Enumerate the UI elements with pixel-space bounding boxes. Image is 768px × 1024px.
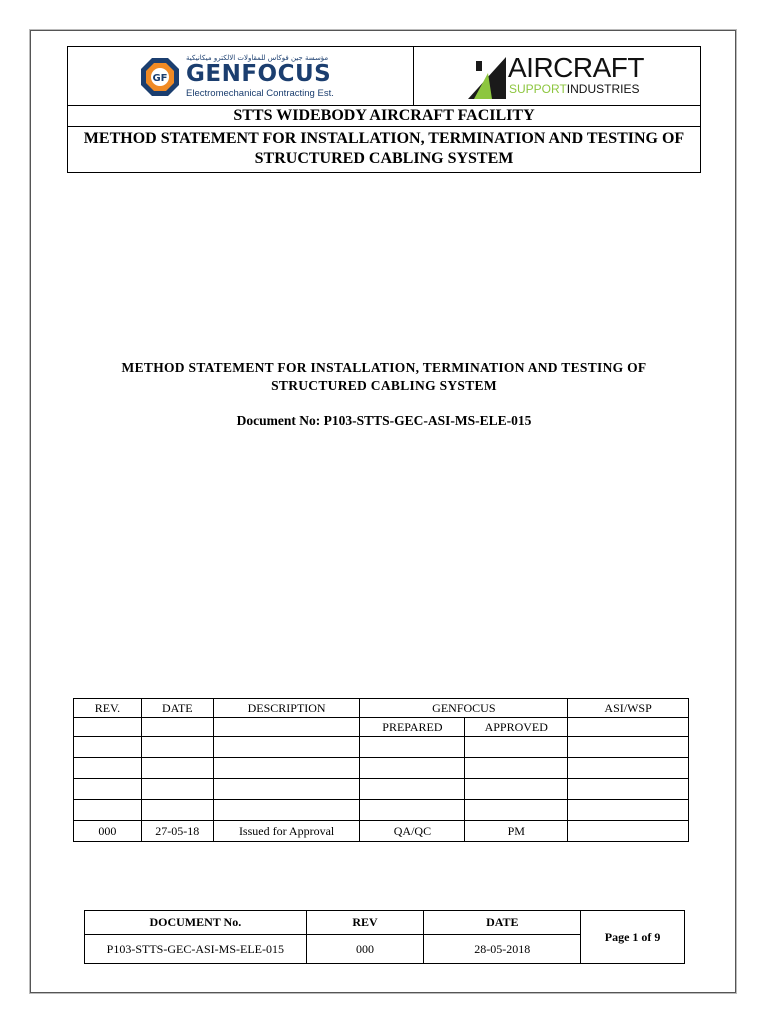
document-info-table [84, 910, 685, 964]
table-row [74, 800, 689, 821]
table-cell [568, 800, 689, 821]
rev-header: REV [306, 911, 424, 935]
table-cell [74, 800, 142, 821]
table-cell [213, 779, 360, 800]
approved-header: APPROVED [465, 718, 568, 737]
table-cell: Issued for Approval [213, 821, 360, 842]
asi-logo-cell [414, 47, 700, 105]
document-info-header-row [85, 911, 685, 935]
table-cell [465, 737, 568, 758]
rev-header: REV. [74, 699, 142, 718]
date-header: DATE [141, 699, 213, 718]
asi-support: SUPPORT [509, 82, 567, 96]
date-value: 28-05-2018 [424, 935, 581, 964]
genfocus-tagline: Electromechanical Contracting Est. [186, 88, 334, 99]
asi-wsp-header: ASI/WSP [568, 699, 689, 718]
table-row [74, 758, 689, 779]
table-cell [568, 821, 689, 842]
asi-industries: INDUSTRIES [566, 82, 640, 96]
table-cell [465, 779, 568, 800]
asi-logo [466, 52, 666, 101]
aircraft-support-logo-icon [466, 55, 508, 101]
asi-subtitle [509, 82, 639, 96]
logo-row [68, 47, 700, 106]
table-cell [568, 737, 689, 758]
description-header: DESCRIPTION [213, 699, 360, 718]
table-row [74, 779, 689, 800]
table-cell [74, 758, 142, 779]
table-cell [568, 718, 689, 737]
table-cell [568, 779, 689, 800]
table-cell [213, 718, 360, 737]
table-cell [74, 718, 142, 737]
genfocus-name [186, 62, 331, 86]
rev-value: 000 [306, 935, 424, 964]
table-row [74, 737, 689, 758]
table-cell [141, 779, 213, 800]
main-title [80, 359, 688, 395]
table-cell [213, 758, 360, 779]
table-cell [141, 758, 213, 779]
table-cell [213, 737, 360, 758]
table-cell [360, 779, 465, 800]
table-cell: 000 [74, 821, 142, 842]
table-cell: 27-05-18 [141, 821, 213, 842]
document-header [67, 46, 701, 173]
table-cell [141, 718, 213, 737]
table-cell [141, 737, 213, 758]
table-cell [360, 800, 465, 821]
table-cell [360, 737, 465, 758]
table-cell: PM [465, 821, 568, 842]
facility-title: STTS WIDEBODY AIRCRAFT FACILITY [68, 106, 700, 127]
table-cell [74, 779, 142, 800]
genfocus-name-part: FOCUS [241, 61, 332, 87]
table-cell [465, 800, 568, 821]
document-no-header: DOCUMENT No. [85, 911, 307, 935]
genfocus-logo-icon [140, 57, 180, 97]
table-cell [213, 800, 360, 821]
main-title-line: METHOD STATEMENT FOR INSTALLATION, TERMINATION AND TESTING OF [121, 360, 647, 375]
page-number: Page 1 of 9 [581, 911, 685, 964]
table-cell: QA/QC [360, 821, 465, 842]
date-header: DATE [424, 911, 581, 935]
genfocus-logo [140, 53, 350, 103]
document-number: Document No: P103-STTS-GEC-ASI-MS-ELE-015 [236, 413, 532, 428]
table-cell [465, 758, 568, 779]
document-no-value: P103-STTS-GEC-ASI-MS-ELE-015 [85, 935, 307, 964]
genfocus-header: GENFOCUS [360, 699, 568, 718]
table-cell [141, 800, 213, 821]
revision-table [73, 698, 689, 842]
revision-subheader-row [74, 718, 689, 737]
svg-text:GF: GF [152, 73, 168, 84]
table-cell [568, 758, 689, 779]
table-cell [360, 758, 465, 779]
table-row [74, 821, 689, 842]
header-method-statement: METHOD STATEMENT FOR INSTALLATION, TERMINATION AND TESTING OF STRUCTURED CABLING SYSTEM [83, 130, 685, 167]
page-frame [30, 30, 736, 993]
genfocus-name-part: GEN [186, 61, 242, 87]
genfocus-logo-cell [68, 47, 414, 105]
asi-name: AIRCRAFT [508, 52, 644, 83]
table-cell [74, 737, 142, 758]
main-title-line: STRUCTURED CABLING SYSTEM [271, 378, 497, 393]
prepared-header: PREPARED [360, 718, 465, 737]
genfocus-arabic-name: مؤسسة جين فوكاس للمقاولات الالكترو ميكانيكية [186, 54, 329, 62]
revision-header-row [74, 699, 689, 718]
